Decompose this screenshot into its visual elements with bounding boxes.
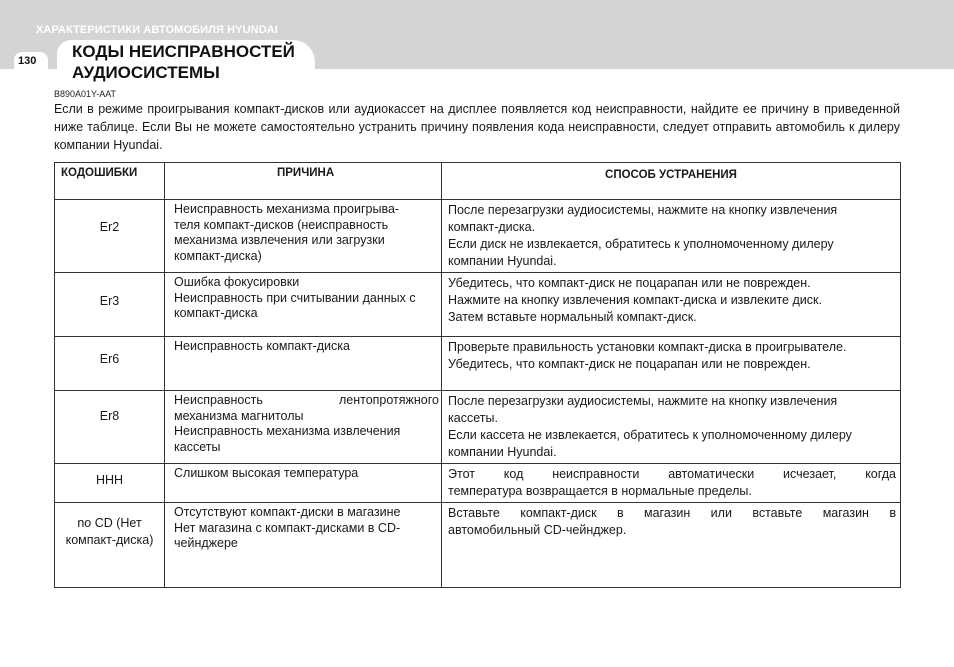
- cause-cell-line: Неисправность лентопротяжного: [174, 393, 439, 407]
- page-title-line1: КОДЫ НЕИСПРАВНОСТЕЙ: [72, 42, 295, 61]
- cause-cell-line: Ошибка фокусировки: [174, 275, 300, 289]
- error-codes-table: [54, 162, 901, 588]
- fix-cell-line: Затем вставьте нормальный компакт-диск.: [448, 310, 697, 324]
- table-row: [55, 273, 901, 337]
- fix-cell-line: Вставьте компакт-диск в магазин или вставьте магазин в: [448, 506, 896, 520]
- error-code-cell-line: Er6: [99, 352, 120, 366]
- header-cause: ПРИЧИНА: [165, 163, 442, 200]
- cause-cell: [165, 273, 442, 337]
- fix-cell-line: кассеты.: [448, 411, 498, 425]
- cause-cell-line: Слишком высокая температура: [174, 466, 359, 480]
- table-row: [55, 503, 901, 588]
- cause-cell-line: компакт-диска): [174, 248, 262, 263]
- fix-cell-line: компании Hyundai.: [448, 254, 557, 268]
- error-code-cell: [55, 337, 165, 391]
- fix-cell-line: После перезагрузки аудиосистемы, нажмите на кнопку извлечения: [448, 203, 838, 217]
- cause-cell-line: Неисправность механизма проигрыва-: [174, 202, 400, 216]
- cause-cell-line: компакт-диска: [174, 306, 258, 320]
- page-number: 130: [18, 55, 37, 67]
- error-code-cell-line: Er3: [99, 294, 120, 308]
- table-row: [55, 391, 901, 464]
- cause-cell-line: Отсутствуют компакт-диски в магазине: [174, 505, 401, 519]
- page-title: [72, 41, 295, 83]
- cause-cell: [165, 200, 442, 273]
- fix-cell: [442, 337, 901, 391]
- error-code-cell-line: HHH: [95, 473, 124, 487]
- fix-cell-line: компакт-диска.: [448, 220, 536, 234]
- error-code-cell-line: no CD (Нет: [77, 516, 142, 530]
- fix-cell: [442, 391, 901, 464]
- error-code-cell: [55, 391, 165, 464]
- table-row: [55, 464, 901, 503]
- cause-cell-line: Неисправность компакт-диска: [174, 339, 350, 353]
- cause-cell: [165, 464, 442, 503]
- table-row: [55, 337, 901, 391]
- cause-cell: [165, 391, 442, 464]
- cause-cell: [165, 503, 442, 588]
- cause-cell-line: Неисправность механизма извлечения: [174, 424, 401, 438]
- error-code-cell: [55, 200, 165, 273]
- document-code: B890A01Y-AAT: [54, 89, 117, 99]
- header-fix: СПОСОБ УСТРАНЕНИЯ: [442, 163, 901, 200]
- error-code-cell: [55, 464, 165, 503]
- cause-cell-line: Нет магазина с компакт-дисками в CD-: [174, 520, 401, 535]
- fix-cell-line: Этот код неисправности автоматически исчезает, когда: [448, 467, 896, 481]
- fix-cell-line: Убедитесь, что компакт-диск не поцарапан или не поврежден.: [448, 276, 811, 290]
- cause-cell-line: теля компакт-дисков (неисправность: [174, 217, 389, 232]
- fix-cell-line: Убедитесь, что компакт-диск не поцарапан или не поврежден.: [448, 357, 811, 371]
- error-code-cell: [55, 503, 165, 588]
- error-code-cell-line: Er8: [99, 409, 120, 423]
- cause-cell-line: механизма магнитолы: [174, 408, 304, 423]
- intro-paragraph: Если в режиме проигрывания компакт-дисков или аудиокассет на дисплее появляется код неисправности, найдите ее причину в приведенной ниже таблице. Если Вы не можете самостоятельно устранить причину появления кода неисправности, следует отправить автомобиль к дилеру компании Hyundai.: [54, 102, 900, 152]
- fix-cell-line: температура возвращается в нормальные пределы.: [448, 484, 752, 498]
- fix-cell-line: Если диск не извлекается, обратитесь к уполномоченному дилеру: [448, 237, 834, 251]
- cause-cell-line: кассеты: [174, 439, 221, 454]
- fix-cell-line: После перезагрузки аудиосистемы, нажмите на кнопку извлечения: [448, 394, 838, 408]
- fix-cell-line: Нажмите на кнопку извлечения компакт-диска и извлеките диск.: [448, 293, 822, 307]
- fix-cell-line: Проверьте правильность установки компакт-диска в проигрывателе.: [448, 340, 847, 354]
- cause-cell: [165, 337, 442, 391]
- error-code-cell-line: компакт-диска): [65, 533, 154, 547]
- header-code: КОДОШИБКИ: [55, 163, 165, 200]
- cause-cell-line: чейнджере: [174, 536, 238, 550]
- table-header-row: [55, 163, 901, 200]
- fix-cell: [442, 503, 901, 588]
- error-code-cell-line: Er2: [99, 220, 120, 234]
- error-code-cell: [55, 273, 165, 337]
- fix-cell-line: Если кассета не извлекается, обратитесь к уполномоченному дилеру: [448, 428, 852, 442]
- fix-cell-line: автомобильный CD-чейнджер.: [448, 523, 627, 537]
- section-title: ХАРАКТЕРИСТИКИ АВТОМОБИЛЯ HYUNDAI: [36, 24, 278, 36]
- fix-cell: [442, 273, 901, 337]
- cause-cell-line: Неисправность при считывании данных с: [174, 290, 416, 305]
- fix-cell: [442, 200, 901, 273]
- page-title-line2: АУДИОСИСТЕМЫ: [72, 63, 220, 82]
- cause-cell-line: механизма извлечения или загрузки: [174, 233, 385, 247]
- fix-cell-line: компании Hyundai.: [448, 445, 557, 459]
- fix-cell: [442, 464, 901, 503]
- table-row: [55, 200, 901, 273]
